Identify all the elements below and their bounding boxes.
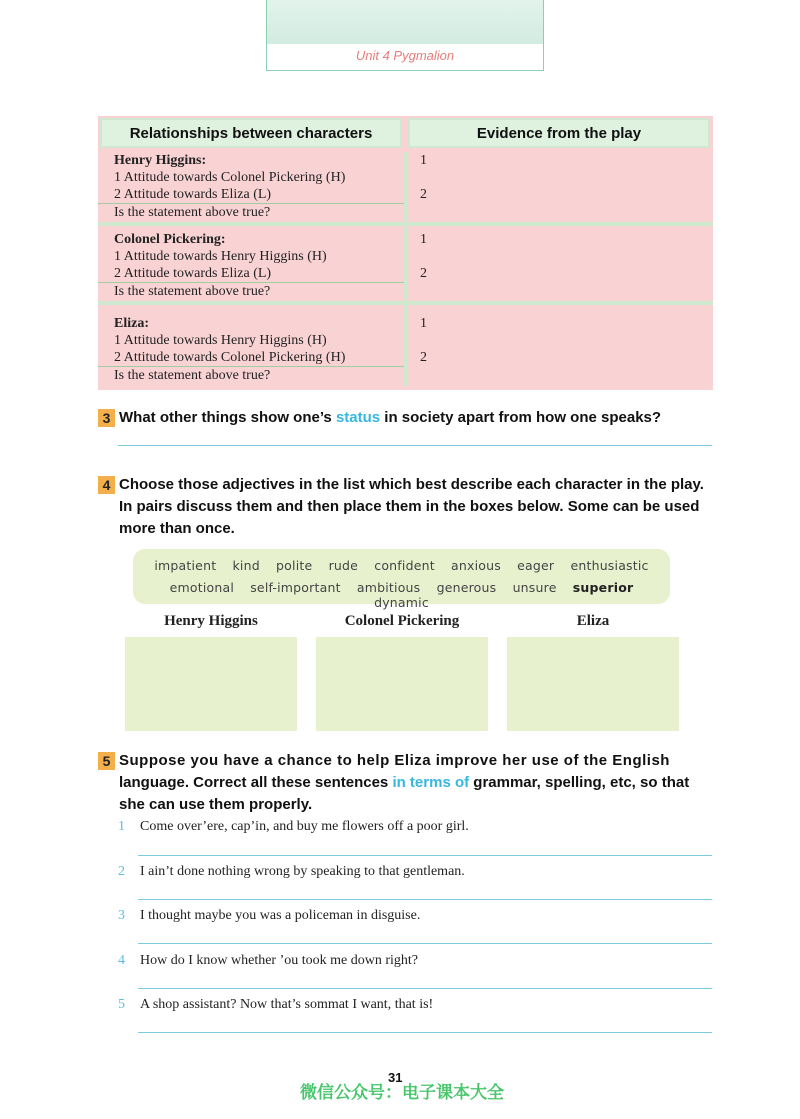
- attitude-line: 2 Attitude towards Eliza (L): [114, 187, 272, 202]
- sentence-number: 5: [118, 997, 125, 1012]
- sentence-number: 2: [118, 864, 125, 879]
- sentence-number: 1: [118, 819, 125, 834]
- answer-line[interactable]: [118, 445, 712, 446]
- section-divider: [98, 222, 713, 226]
- sentence-text: A shop assistant? Now that’s sommat I want, that is!: [140, 997, 434, 1012]
- question-number-3: 3: [98, 409, 115, 427]
- section-divider: [98, 301, 713, 305]
- answer-line[interactable]: [138, 1032, 712, 1033]
- answer-box-eliza[interactable]: [507, 637, 679, 731]
- question-4-line: Choose those adjectives in the list which best describe each character in the play.: [119, 476, 704, 493]
- statement-question: Is the statement above true?: [114, 205, 271, 220]
- attitude-line: 2 Attitude towards Colonel Pickering (H): [114, 350, 346, 365]
- sentence-text: I thought maybe you was a policeman in disguise.: [140, 908, 421, 923]
- question-3-text: What other things show one’s status in society apart from how one speaks?: [119, 409, 662, 426]
- evidence-number: 2: [420, 266, 427, 281]
- answer-box-higgins[interactable]: [125, 637, 297, 731]
- question-number-5: 5: [98, 752, 115, 770]
- answer-line[interactable]: [138, 899, 712, 900]
- adjective: rude: [328, 558, 359, 573]
- sentence-number: 4: [118, 953, 125, 968]
- sentence-text: Come over’ere, cap’in, and buy me flowers off a poor girl.: [140, 819, 469, 834]
- section-name: Henry Higgins:: [114, 153, 207, 168]
- question-number-4: 4: [98, 476, 115, 494]
- statement-question: Is the statement above true?: [114, 368, 271, 383]
- sentence-number: 3: [118, 908, 125, 923]
- character-heading-higgins: Henry Higgins: [164, 613, 258, 629]
- sentence-text: I ain’t done nothing wrong by speaking to that gentleman.: [140, 864, 465, 879]
- header-band: [267, 0, 543, 44]
- adjective-word-bank: [133, 549, 670, 610]
- answer-line[interactable]: [138, 943, 712, 944]
- adjective: eager: [517, 558, 555, 573]
- word-bank-row: [133, 558, 670, 573]
- answer-box-pickering[interactable]: [316, 637, 488, 731]
- adjective: kind: [232, 558, 260, 573]
- character-heading-eliza: Eliza: [576, 613, 610, 629]
- question-5-line: language. Correct all these sentences in terms of grammar, spelling, etc, so that: [119, 774, 690, 791]
- col-header-relationships: Relationships between characters: [100, 118, 402, 148]
- page-number: 31: [388, 1070, 403, 1085]
- character-heading-pickering: Colonel Pickering: [344, 613, 460, 629]
- sentence-text: How do I know whether ’ou took me down right?: [140, 953, 419, 968]
- adjective: generous: [436, 580, 497, 595]
- question-5-line: she can use them properly.: [119, 796, 313, 813]
- answer-line[interactable]: [138, 855, 712, 856]
- adjective: emotional: [169, 580, 235, 595]
- attitude-line: 1 Attitude towards Colonel Pickering (H): [114, 170, 346, 185]
- question-4-line: In pairs discuss them and then place them in the boxes below. Some can be used: [119, 498, 700, 515]
- page-footer: [270, 1068, 570, 1108]
- watermark-text: 微信公众号：电子课本大全: [300, 1083, 504, 1103]
- adjective: impatient: [154, 558, 217, 573]
- evidence-number: 1: [420, 153, 427, 168]
- evidence-number: 1: [420, 316, 427, 331]
- evidence-number: 2: [420, 350, 427, 365]
- adjective: dynamic: [374, 595, 429, 610]
- section-name: Eliza:: [114, 316, 149, 331]
- section-name: Colonel Pickering:: [114, 232, 226, 247]
- adjective: polite: [276, 558, 313, 573]
- adjective: confident: [374, 558, 435, 573]
- adjective: unsure: [512, 580, 557, 595]
- col-header-evidence: Evidence from the play: [408, 118, 710, 148]
- question-4-line: more than once.: [119, 520, 235, 537]
- evidence-number: 1: [420, 232, 427, 247]
- column-divider: [404, 152, 408, 386]
- adjective: self-important: [250, 580, 341, 595]
- adjective: enthusiastic: [570, 558, 649, 573]
- unit-header: [266, 0, 544, 71]
- question-5-line: Suppose you have a chance to help Eliza improve her use of the English: [119, 752, 670, 769]
- attitude-line: 1 Attitude towards Henry Higgins (H): [114, 249, 327, 264]
- adjective: superior: [572, 580, 634, 595]
- unit-label: Unit 4 Pygmalion: [355, 48, 455, 63]
- adjective: anxious: [451, 558, 501, 573]
- word-bank-row: [133, 580, 670, 610]
- attitude-line: 2 Attitude towards Eliza (L): [114, 266, 272, 281]
- answer-line[interactable]: [138, 988, 712, 989]
- relationships-table: [98, 116, 713, 390]
- adjective: ambitious: [356, 580, 421, 595]
- statement-question: Is the statement above true?: [114, 284, 271, 299]
- evidence-number: 2: [420, 187, 427, 202]
- attitude-line: 1 Attitude towards Henry Higgins (H): [114, 333, 327, 348]
